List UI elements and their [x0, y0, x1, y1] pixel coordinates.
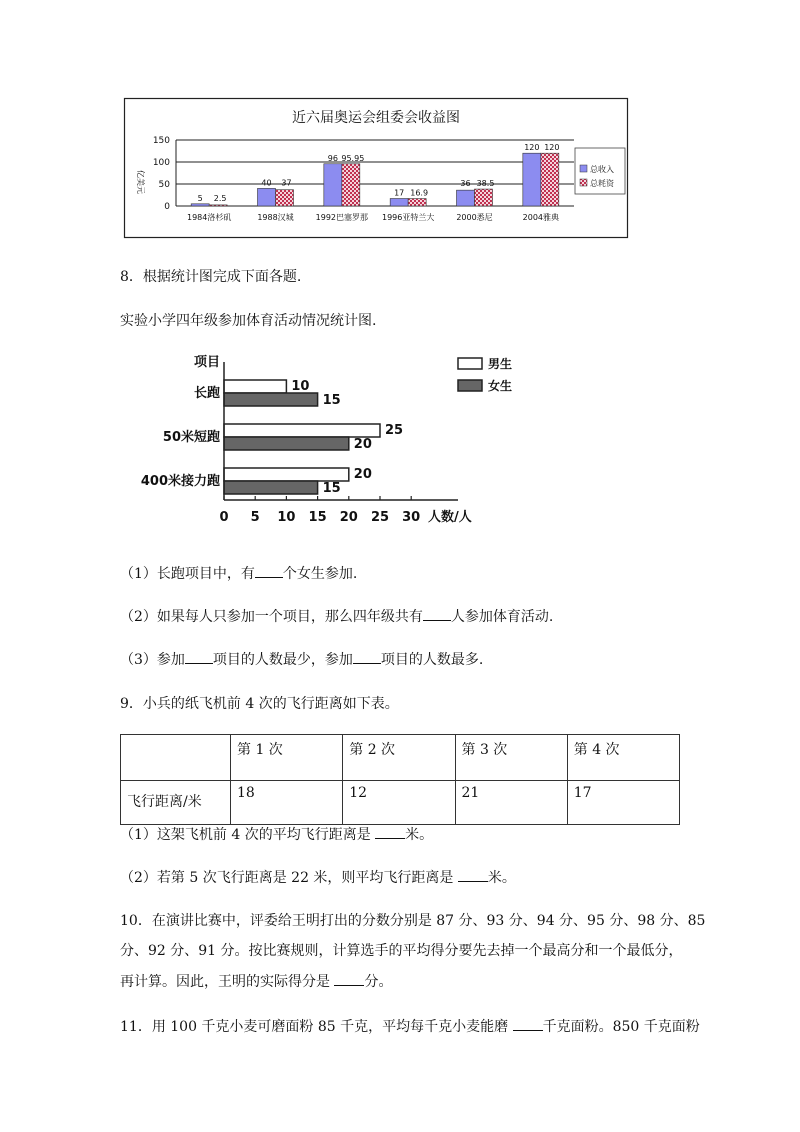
cost-bar: [342, 164, 360, 206]
table-header-cell: 第 2 次: [343, 735, 455, 781]
q9-part2-tail: 米。: [487, 870, 516, 886]
table-header-cell: 第 4 次: [567, 735, 679, 781]
revenue-bar: [523, 153, 541, 206]
revenue-data-label: 17: [394, 188, 405, 198]
q8-part3-tail: 项目的人数最多.: [380, 652, 484, 668]
q9-part2-text: （2）若第 5 次飞行距离是 22 米，则平均飞行距离是: [120, 870, 454, 886]
girls-bar: [224, 481, 318, 494]
answer-blank[interactable]: [423, 608, 451, 621]
q11-line1: [120, 1018, 700, 1036]
answer-blank[interactable]: [334, 973, 364, 986]
sports-participation-chart: [118, 350, 513, 540]
x-tick-label: 30: [402, 510, 421, 525]
chart1-legend: [575, 148, 625, 194]
x-tick-label: 0: [219, 510, 229, 525]
boys-value-label: 10: [291, 379, 310, 394]
revenue-bar: [258, 188, 276, 206]
q9-part1-text: （1）这架飞机前 4 次的平均飞行距离是: [120, 827, 371, 843]
q11-tail: 千克面粉。850 千克面粉: [542, 1019, 700, 1035]
legend-revenue-label: 总收入: [590, 165, 614, 174]
cost-data-label: 37: [281, 178, 292, 188]
revenue-data-label: 5: [197, 193, 203, 203]
revenue-bar: [457, 190, 475, 206]
y-tick-label: 0: [164, 202, 170, 212]
table-cell: 12: [343, 781, 455, 825]
boys-bar: [224, 380, 286, 393]
q9-part1-tail: 米。: [405, 827, 434, 843]
q8-part3-mid: 项目的人数最少，参加: [212, 652, 353, 668]
boys-bar: [224, 424, 380, 437]
revenue-data-label: 96: [327, 153, 338, 163]
x-tick-label: 15: [308, 510, 327, 525]
legend-boys-label: 男生: [488, 357, 513, 371]
chart2-legend: [458, 356, 512, 393]
table-row-label: 飞行距离/米: [121, 781, 231, 825]
x-tick-label: 25: [370, 510, 390, 525]
table-header-cell: 第 1 次: [231, 735, 343, 781]
category-label: 1984洛杉矶: [186, 213, 232, 222]
cost-bar: [209, 205, 227, 206]
table-cell: 17: [567, 781, 679, 825]
q11-text: 11．用 100 千克小麦可磨面粉 85 千克，平均每千克小麦能磨: [120, 1019, 509, 1035]
cost-bar: [475, 189, 493, 206]
category-label: 1988汉城: [257, 213, 294, 222]
q8-part1-text: （1）长跑项目中，有: [120, 566, 255, 582]
table-header-cell: 第 3 次: [455, 735, 567, 781]
y-tick-label: 50: [158, 180, 170, 190]
chart2-xlabel: 人数/人: [428, 510, 472, 525]
revenue-data-label: 40: [261, 178, 272, 188]
q8-title: 8．根据统计图完成下面各题.: [120, 269, 302, 285]
x-tick-label: 10: [277, 510, 296, 525]
girls-value-label: 20: [353, 437, 372, 452]
q8-part3: [120, 651, 483, 669]
girls-value-label: 15: [322, 481, 341, 496]
category-label: 50米短跑: [162, 430, 220, 445]
legend-girls-swatch: [458, 380, 482, 391]
revenue-data-label: 36: [460, 179, 471, 189]
answer-blank[interactable]: [185, 651, 213, 664]
answer-blank[interactable]: [353, 651, 381, 664]
legend-boys-swatch: [458, 358, 482, 369]
answer-blank[interactable]: [458, 869, 488, 882]
q10-line3-tail: 分。: [364, 974, 393, 990]
q9-part2: [120, 869, 516, 887]
q10-line1: 10．在演讲比赛中，评委给王明打出的分数分别是 87 分、93 分、94 分、95 分、98 分、85: [120, 913, 706, 929]
girls-value-label: 15: [322, 393, 341, 408]
cost-data-label: 2.5: [213, 193, 227, 203]
answer-blank[interactable]: [255, 565, 283, 578]
table-row: [121, 781, 680, 825]
table-cell: 21: [455, 781, 567, 825]
answer-blank[interactable]: [375, 826, 405, 839]
q8-part2: [120, 608, 553, 626]
category-label: 1996亚特兰大: [381, 213, 435, 222]
q9-part1: [120, 826, 433, 844]
legend-cost-swatch: [580, 179, 587, 186]
boys-value-label: 25: [385, 423, 404, 438]
category-label: 1992巴塞罗那: [315, 213, 369, 222]
chart1-title: 近六届奥运会组委会收益图: [292, 110, 460, 126]
legend-cost-label: 总耗资: [590, 179, 614, 188]
x-tick-label: 5: [250, 510, 260, 525]
q8-part2-tail: 人参加体育活动.: [450, 609, 554, 625]
category-label: 400米接力跑: [140, 474, 220, 489]
answer-blank[interactable]: [513, 1018, 543, 1031]
category-label: 长跑: [193, 386, 220, 401]
chart1-ylabel: 亿美元: [136, 170, 145, 194]
category-label: 2004雅典: [522, 213, 560, 222]
q8-part2-text: （2）如果每人只参加一个项目，那么四年级共有: [120, 609, 423, 625]
chart2-axis-title: 项目: [193, 355, 220, 370]
table-header-row: [121, 735, 680, 781]
flight-distance-table: [120, 734, 680, 825]
cost-data-label: 38.5: [476, 179, 495, 189]
legend-revenue-swatch: [580, 165, 587, 172]
legend-girls-label: 女生: [488, 379, 513, 393]
boys-value-label: 20: [353, 467, 372, 482]
cost-data-label: 16.9: [410, 188, 429, 198]
revenue-bar: [191, 204, 209, 206]
revenue-bar: [390, 199, 408, 206]
q10-line3: [120, 973, 392, 991]
q8-part3-text: （3）参加: [120, 652, 185, 668]
olympic-revenue-chart: [124, 98, 628, 238]
x-tick-label: 20: [339, 510, 358, 525]
girls-bar: [224, 393, 318, 406]
q8-part1-tail: 个女生参加.: [282, 566, 358, 582]
q10-line3-text: 再计算。因此，王明的实际得分是: [120, 974, 330, 990]
cost-bar: [408, 199, 426, 206]
cost-data-label: 95.95: [341, 153, 365, 163]
q8-intro: 实验小学四年级参加体育活动情况统计图.: [120, 313, 377, 329]
revenue-data-label: 120: [524, 143, 540, 153]
girls-bar: [224, 437, 349, 450]
cost-bar: [276, 190, 294, 206]
table-header-cell: [121, 735, 231, 781]
q9-title: 9．小兵的纸飞机前 4 次的飞行距离如下表。: [120, 696, 399, 712]
boys-bar: [224, 468, 349, 481]
y-tick-label: 150: [152, 136, 170, 146]
cost-bar: [541, 153, 559, 206]
category-label: 2000悉尼: [456, 213, 493, 222]
q10-line2: 分、92 分、91 分。按比赛规则，计算选手的平均得分要先去掉一个最高分和一个最低分，: [120, 943, 683, 959]
q8-part1: [120, 565, 357, 583]
y-tick-label: 100: [152, 158, 170, 168]
cost-data-label: 120: [544, 143, 560, 153]
table-cell: 18: [231, 781, 343, 825]
revenue-bar: [324, 164, 342, 206]
